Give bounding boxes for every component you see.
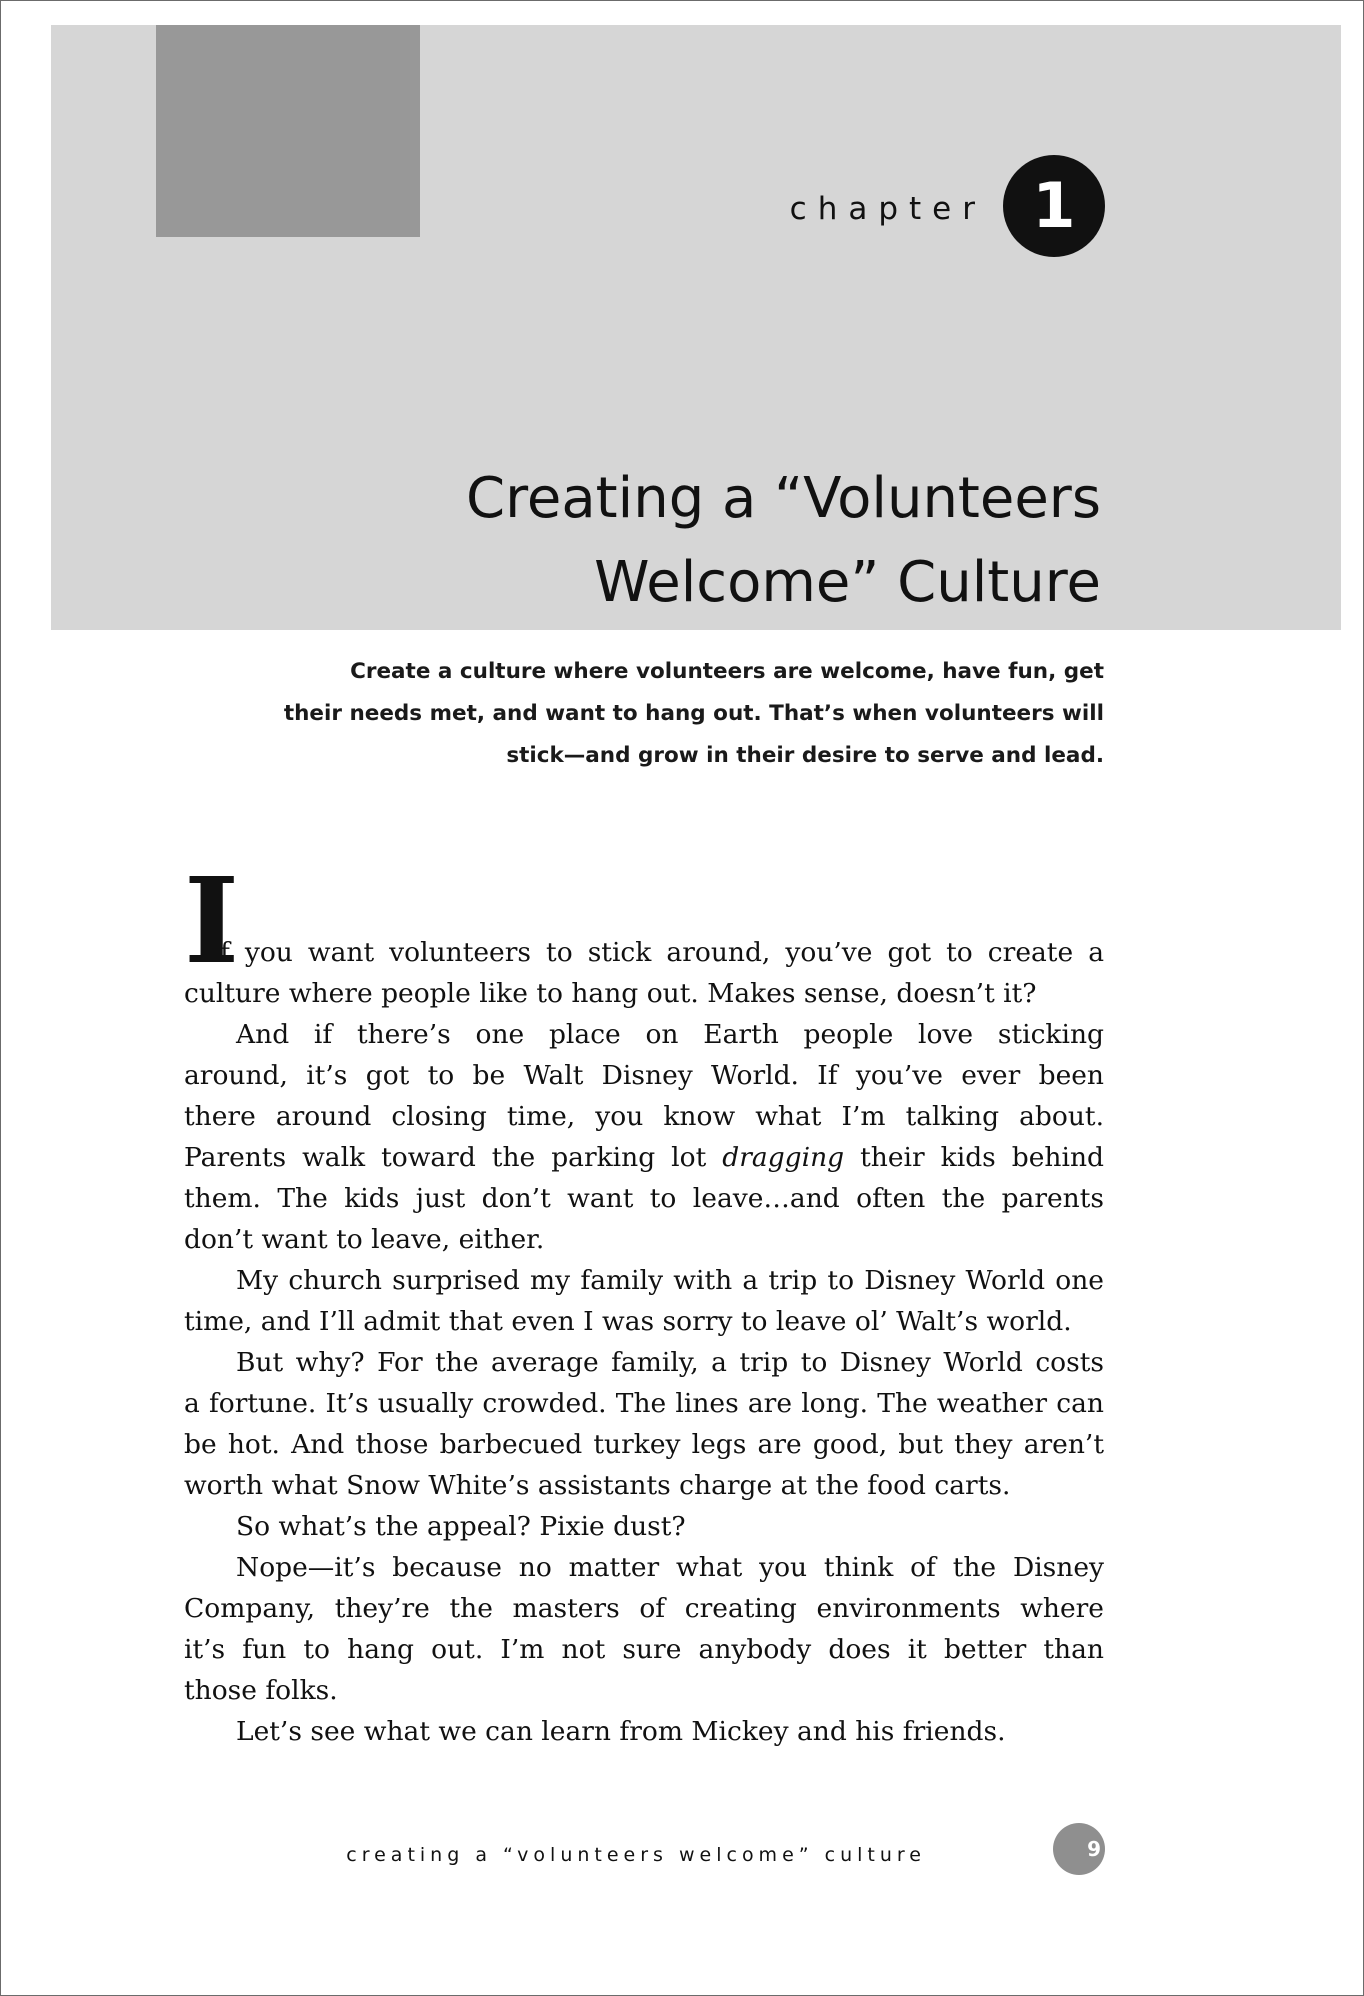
body-line: there around closing time, you know what I’m talking about. [184,1101,1104,1132]
body-line: worth what Snow White’s assistants charge at the food carts. [184,1470,1011,1501]
running-footer: creating a “volunteers welcome” culture [346,1844,926,1866]
body-line: My church surprised my family with a trip to Disney World one [236,1265,1104,1296]
chapter-title [301,457,1101,625]
body-line: So what’s the appeal? Pixie dust? [236,1511,686,1542]
body-line: those folks. [184,1675,338,1706]
chapter-title-line: Creating a “Volunteers [466,466,1101,531]
emphasis-text: dragging [722,1142,845,1173]
body-line: them. The kids just don’t want to leave…and often the parents [184,1183,1104,1214]
body-line: Nope—it’s because no matter what you think of the Disney [236,1552,1104,1583]
body-text-run: their kids behind [860,1142,1104,1173]
chapter-number-badge: 1 [1003,155,1105,257]
body-text-run: Parents walk toward the parking lot [184,1142,707,1173]
body-line: a fortune. It’s usually crowded. The lines are long. The weather can [184,1388,1104,1419]
body-line: it’s fun to hang out. I’m not sure anybody does it better than [184,1634,1104,1665]
intro-line: stick—and grow in their desire to serve and lead. [506,743,1104,768]
body-line: But why? For the average family, a trip to Disney World costs [236,1347,1104,1378]
chapter-intro [261,651,1104,777]
intro-line: Create a culture where volunteers are welcome, have fun, get [350,659,1104,684]
intro-line: their needs met, and want to hang out. That’s when volunteers will [283,701,1104,726]
body-line: around, it’s got to be Walt Disney World. If you’ve ever been [184,1060,1104,1091]
drop-cap: I [184,851,240,990]
body-line: f you want volunteers to stick around, you’ve got to create a [220,937,1104,968]
chapter-title-line: Welcome” Culture [594,550,1101,615]
body-line: Let’s see what we can learn from Mickey and his friends. [236,1716,1006,1747]
body-text [184,851,1104,1752]
body-line: Company, they’re the masters of creating environments where [184,1593,1104,1624]
body-line: be hot. And those barbecued turkey legs are good, but they aren’t [184,1429,1104,1460]
body-line: culture where people like to hang out. Makes sense, doesn’t it? [184,978,1037,1009]
body-line: And if there’s one place on Earth people love sticking [236,1019,1104,1050]
page-number-badge: 9 [1053,1823,1105,1875]
body-line [184,1137,1104,1178]
body-line: don’t want to leave, either. [184,1224,545,1255]
body-line: time, and I’ll admit that even I was sorry to leave ol’ Walt’s world. [184,1306,1072,1337]
header-decorative-square [156,25,420,237]
chapter-label: chapter [789,191,986,227]
